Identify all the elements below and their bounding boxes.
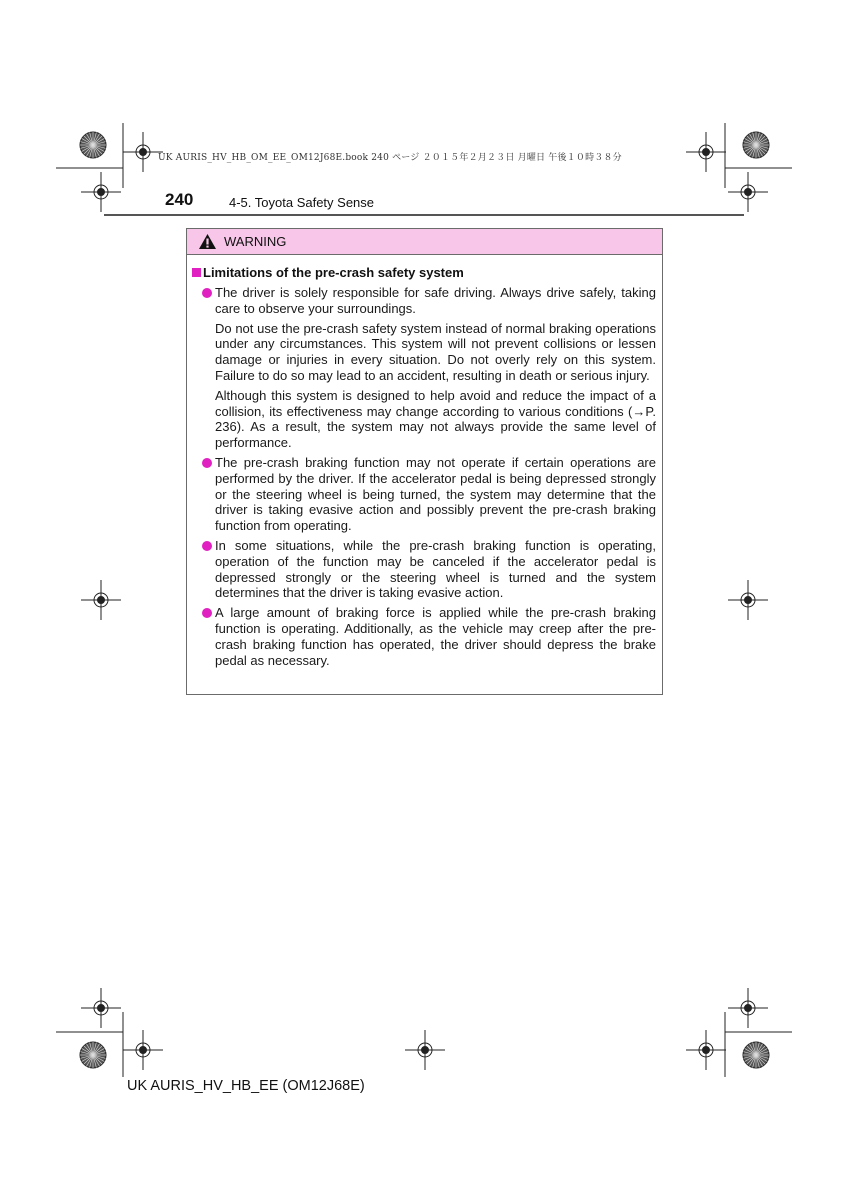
warning-heading-text: Limitations of the pre-crash safety system (203, 265, 464, 280)
registration-crosshair-icon (686, 132, 726, 172)
warning-box (186, 228, 663, 695)
registration-crosshair-icon (123, 132, 163, 172)
circle-bullet-icon (202, 288, 212, 298)
bullet-item (187, 538, 662, 601)
registration-rosette-icon (80, 1042, 106, 1068)
print-info-line: UK AURIS_HV_HB_OM_EE_OM12J68E.book 240 ページ ２０１５年２月２３日 月曜日 午後１０時３８分 (158, 153, 622, 163)
warning-content (187, 265, 662, 668)
bullet-item (187, 285, 662, 451)
warning-triangle-icon (198, 233, 217, 250)
registration-crosshair-icon (81, 988, 121, 1028)
warning-label: WARNING (224, 234, 287, 249)
registration-rosette-icon (743, 1042, 769, 1068)
paragraph: Although this system is designed to help avoid and reduce the impact of a collision, its effectiveness may change according to various conditions (→P. 236). As a result, the system may not always provide the same level of performance. (215, 387, 656, 451)
section-title: 4-5. Toyota Safety Sense (229, 195, 375, 210)
registration-crosshair-icon (728, 988, 768, 1028)
paragraph: The driver is solely responsible for safe driving. Always drive safely, taking care to observe your surroundings. (215, 285, 656, 316)
paragraph: The pre-crash braking function may not operate if certain operations are performed by the driver. If the accelerator pedal is being depressed strongly or the steering wheel is being turned, the system may determine that the driver is taking evasive action and possibly prevent the pre-crash braking function from operating. (215, 454, 656, 534)
paragraph: Do not use the pre-crash safety system instead of normal braking operations under any circumstances. This system will not prevent collisions or lessen damage or injuries in every situation. Do not overly rely on this system. Failure to do so may lead to an accident, resulting in death or serious injury. (215, 320, 656, 383)
bullet-item (187, 605, 662, 668)
paragraph: A large amount of braking force is applied while the pre-crash braking function is operating. Additionally, as the vehicle may creep after the pre-crash braking function has operated, the driver should depress the brake pedal as necessary. (215, 605, 656, 668)
registration-rosette-icon (80, 132, 106, 158)
registration-crosshair-icon (123, 1030, 163, 1070)
paragraph: In some situations, while the pre-crash braking function is operating, operation of the function may be canceled if the accelerator pedal is depressed strongly or the steering wheel is turned and the system determines that the driver is taking evasive action. (215, 537, 656, 601)
page-number: 240 (165, 190, 194, 209)
bullet-item (187, 455, 662, 534)
registration-crosshair-icon (405, 1030, 445, 1070)
registration-rosette-icon (743, 132, 769, 158)
warning-heading (187, 265, 662, 281)
circle-bullet-icon (202, 608, 212, 618)
square-bullet-icon (192, 268, 201, 277)
header-rule (104, 214, 744, 216)
registration-crosshair-icon (728, 172, 768, 212)
circle-bullet-icon (202, 541, 212, 551)
warning-header (187, 229, 662, 255)
circle-bullet-icon (202, 458, 212, 468)
registration-crosshair-icon (81, 580, 121, 620)
footer-model-code: UK AURIS_HV_HB_EE (OM12J68E) (127, 1078, 365, 1094)
registration-crosshair-icon (686, 1030, 726, 1070)
registration-crosshair-icon (81, 172, 121, 212)
registration-crosshair-icon (728, 580, 768, 620)
